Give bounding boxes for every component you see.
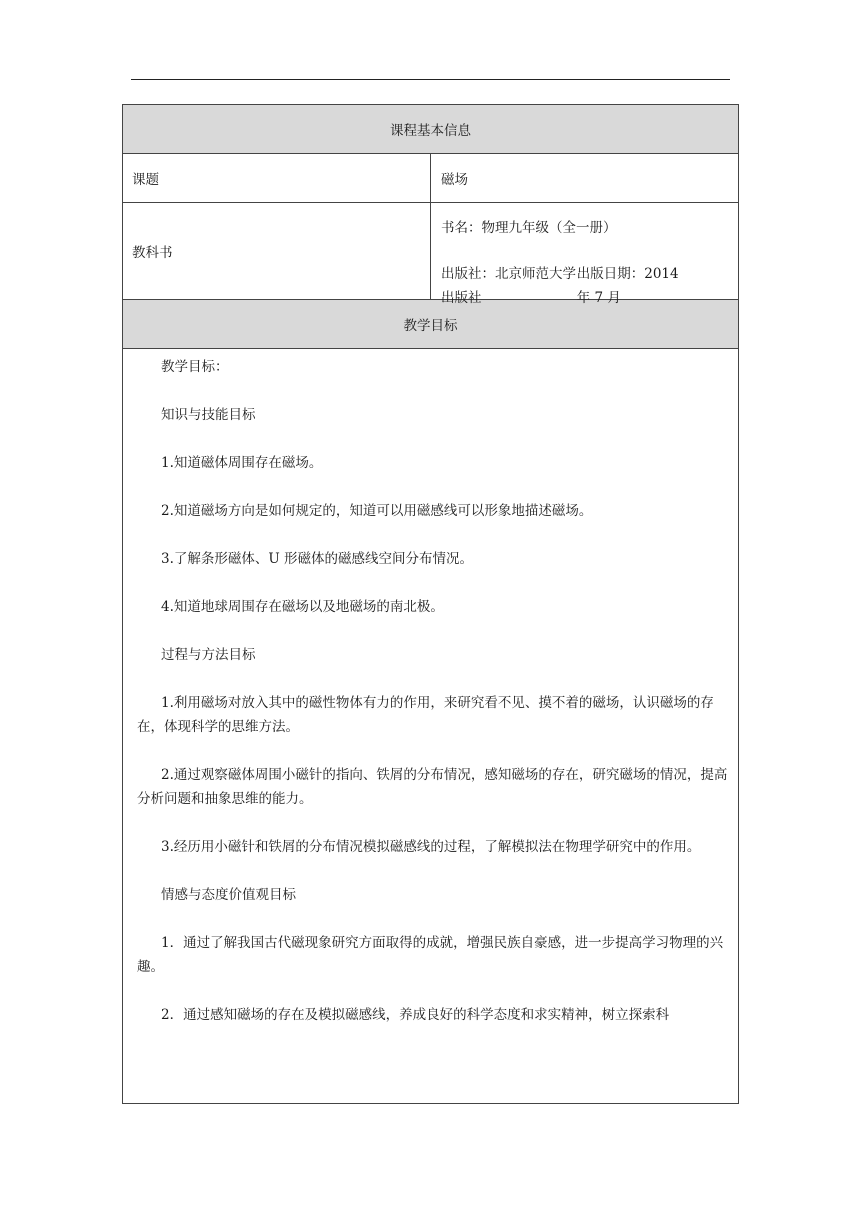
objective-paragraph: 1.利用磁场对放入其中的磁性物体有力的作用，来研究看不见、摸不着的磁场，认识磁场的存在，体现科学的思维方法。 (137, 695, 714, 735)
objectives-body (123, 349, 739, 1104)
course-info-table (122, 104, 739, 1104)
objective-paragraph: 2．通过感知磁场的存在及模拟磁感线，养成良好的科学态度和求实精神，树立探索科 (161, 1007, 670, 1023)
textbook-details (431, 203, 739, 306)
objective-paragraph: 1.知道磁体周围存在磁场。 (161, 455, 323, 471)
textbook-label: 教科书 (123, 203, 431, 300)
objective-paragraph: 2.知道磁场方向是如何规定的，知道可以用磁感线可以形象地描述磁场。 (161, 503, 593, 519)
objective-paragraph: 1．通过了解我国古代磁现象研究方面取得的成就，增强民族自豪感，进一步提高学习物理的兴趣。 (137, 935, 724, 975)
objective-paragraph: 过程与方法目标 (161, 647, 256, 663)
objective-paragraph: 2.通过观察磁体周围小磁针的指向、铁屑的分布情况，感知磁场的存在，研究磁场的情况，提高分析问题和抽象思维的能力。 (137, 767, 728, 807)
topic-value: 磁场 (431, 154, 739, 203)
section-title-objectives: 教学目标 (123, 300, 739, 349)
topic-label: 课题 (123, 154, 431, 203)
header-rule (131, 79, 730, 80)
book-name: 书名：物理九年级（全一册） (441, 220, 617, 236)
objective-paragraph: 3.了解条形磁体、U 形磁体的磁感线空间分布情况。 (161, 551, 474, 567)
section-title-course-info: 课程基本信息 (123, 105, 739, 154)
publisher-row (441, 262, 738, 306)
objective-paragraph: 3.经历用小磁针和铁屑的分布情况模拟磁感线的过程，了解模拟法在物理学研究中的作用。 (161, 839, 701, 855)
objective-paragraph: 情感与态度价值观目标 (161, 887, 296, 903)
publisher: 出版社：北京师范大学出版社 (441, 266, 576, 306)
publish-date: 出版日期：2014 年 7 月 (576, 266, 679, 306)
objective-paragraph: 教学目标： (161, 359, 229, 375)
objective-paragraph: 4.知道地球周围存在磁场以及地磁场的南北极。 (161, 599, 444, 615)
objective-paragraph: 知识与技能目标 (161, 407, 256, 423)
